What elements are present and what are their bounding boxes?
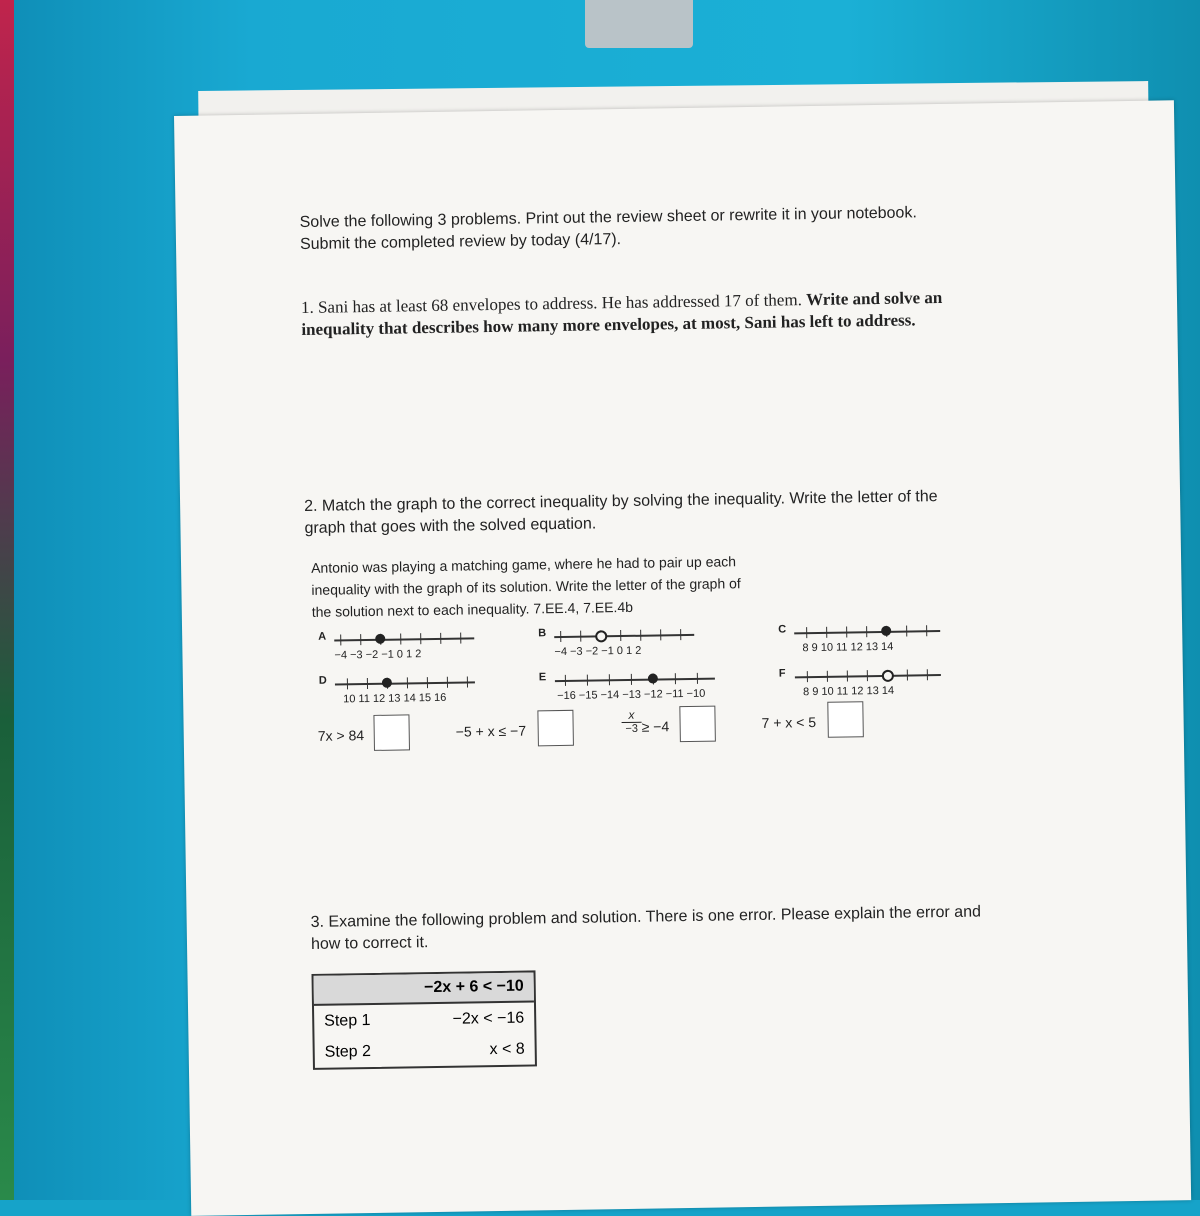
closed-point	[648, 673, 658, 683]
solution-table	[311, 970, 536, 1070]
tick	[927, 669, 928, 680]
tick-labels: 10 11 12 13 14 15 16	[343, 691, 447, 706]
q2-line-2: graph that goes with the solved equation.	[304, 515, 597, 538]
open-point	[882, 670, 894, 682]
intro-line-2: Submit the completed review by today (4/17).	[299, 230, 622, 254]
tick	[806, 627, 807, 638]
tick	[907, 670, 908, 681]
tick	[440, 633, 441, 644]
q1-line-2: inequality that describes how many more envelopes, at most, Sani has left to address.	[301, 310, 916, 340]
q2-desc-3: the solution next to each inequality. 7.EE.4, 7.EE.4b	[311, 598, 634, 620]
axis-line	[334, 637, 474, 641]
q1-line-1-bold: Write and solve an	[805, 287, 943, 310]
step-label: Step 1	[324, 1012, 371, 1030]
number-line-b	[538, 626, 694, 659]
fraction-denominator: −3	[622, 722, 642, 736]
q3-line-1: 3. Examine the following problem and solution. There is one error. Please explain the error and	[310, 903, 982, 931]
tick	[620, 630, 621, 641]
tick	[866, 626, 867, 637]
graph-letter-c: C	[778, 623, 787, 636]
number-line-e	[538, 670, 715, 703]
q3-line-2: how to correct it.	[310, 934, 429, 953]
tick	[367, 678, 368, 689]
tick	[846, 626, 847, 637]
fraction	[621, 709, 641, 736]
step-label: Step 2	[324, 1043, 372, 1061]
tick	[640, 630, 641, 641]
tick-labels: −4 −3 −2 −1 0 1 2	[554, 644, 642, 659]
inequality-4: 7 + x < 5	[761, 713, 817, 731]
tick	[447, 677, 448, 688]
inequality-1: 7x > 84	[317, 727, 365, 744]
graph-letter-f: F	[778, 667, 786, 680]
number-line-a	[318, 629, 474, 662]
table-header: −2x + 6 < −10	[314, 972, 534, 1005]
number-line-d	[318, 673, 475, 706]
answer-box-2[interactable]	[537, 710, 574, 747]
answer-box-1[interactable]	[373, 714, 410, 751]
step-expression: −2x < −16	[452, 1009, 525, 1028]
tick	[460, 633, 461, 644]
tick	[826, 627, 827, 638]
tick	[827, 671, 828, 682]
tick	[580, 631, 581, 642]
number-line-f	[778, 666, 941, 699]
closed-point	[382, 678, 392, 688]
open-point	[595, 630, 607, 642]
table-row	[314, 1033, 534, 1067]
inequality-3: ≥ −4	[641, 718, 670, 735]
tick	[560, 631, 561, 642]
tick	[360, 634, 361, 645]
tick-labels: −16 −15 −14 −13 −12 −11 −10	[557, 687, 706, 703]
tick	[631, 674, 632, 685]
tick-labels: 8 9 10 11 12 13 14	[803, 684, 895, 699]
tick	[926, 625, 927, 636]
tick	[660, 629, 661, 640]
tick	[407, 677, 408, 688]
closed-point	[881, 626, 891, 636]
graph-letter-b: B	[538, 627, 547, 640]
tick	[680, 629, 681, 640]
closed-point	[375, 634, 385, 644]
tick	[340, 634, 341, 645]
answer-box-3[interactable]	[679, 706, 716, 743]
tick	[400, 633, 401, 644]
worksheet	[174, 100, 1191, 1216]
fraction-numerator: x	[628, 707, 635, 722]
tick	[906, 626, 907, 637]
axis-line	[555, 678, 715, 683]
q2-desc-1: Antonio was playing a matching game, where he had to pair up each	[310, 553, 737, 576]
step-expression: x < 8	[489, 1040, 525, 1059]
inequality-2: −5 + x ≤ −7	[455, 722, 527, 740]
tick	[420, 633, 421, 644]
tick-labels: 8 9 10 11 12 13 14	[802, 640, 894, 655]
tick-labels: −4 −3 −2 −1 0 1 2	[334, 648, 422, 662]
axis-line	[335, 681, 475, 685]
tick	[609, 674, 610, 685]
tick	[427, 677, 428, 688]
number-line-c	[778, 622, 940, 655]
tick	[347, 678, 348, 689]
graph-letter-a: A	[318, 630, 327, 643]
tick	[847, 670, 848, 681]
tick	[565, 675, 566, 686]
table-row	[314, 1002, 534, 1036]
axis-line	[554, 634, 694, 638]
tick	[467, 676, 468, 687]
tick	[807, 671, 808, 682]
tick	[867, 670, 868, 681]
graph-letter-e: E	[538, 671, 547, 684]
bag-tag	[585, 0, 693, 48]
q1-line-1-plain: 1. Sani has at least 68 envelopes to address. He has addressed 17 of them.	[300, 290, 807, 318]
tick	[697, 673, 698, 684]
q2-desc-2: inequality with the graph of its solution. Write the letter of the graph of	[311, 575, 741, 598]
tick	[587, 675, 588, 686]
intro-line-1: Solve the following 3 problems. Print out the review sheet or rewrite it in your notebook.	[299, 204, 917, 232]
tick	[675, 673, 676, 684]
answer-box-4[interactable]	[827, 701, 864, 738]
q2-line-1: 2. Match the graph to the correct inequality by solving the inequality. Write the letter of the	[304, 488, 938, 516]
graph-letter-d: D	[318, 674, 327, 687]
